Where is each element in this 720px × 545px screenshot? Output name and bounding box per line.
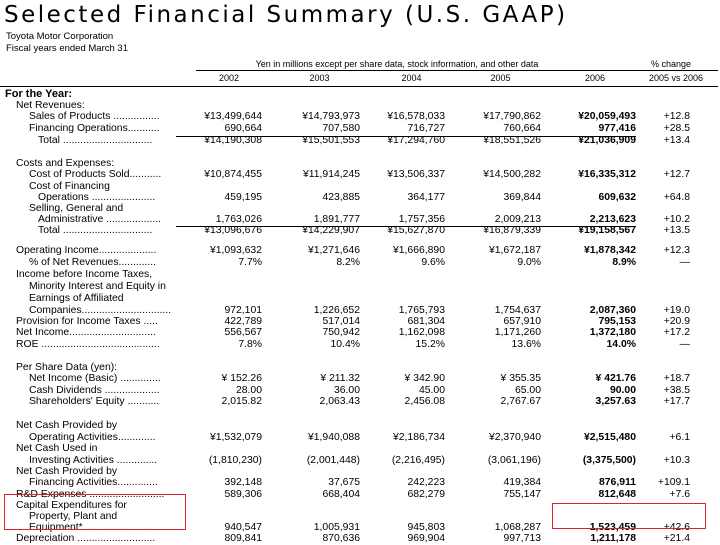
row-label: Administrative ................... bbox=[38, 214, 161, 225]
value-cell: 1,765,793 bbox=[398, 305, 445, 316]
value-cell: ¥14,229,907 bbox=[302, 225, 360, 236]
row-label: Financing Activities.............. bbox=[29, 477, 158, 488]
value-cell: 1,372,180 bbox=[589, 327, 636, 338]
value-cell: 609,632 bbox=[598, 192, 636, 203]
row-label: Capital Expenditures for bbox=[16, 500, 127, 511]
value-cell: ¥16,578,033 bbox=[387, 111, 445, 122]
value-cell: 8.9% bbox=[612, 257, 636, 268]
value-cell: 1,005,931 bbox=[313, 522, 360, 533]
value-cell: 1,757,356 bbox=[398, 214, 445, 225]
pct-change-cell: +42.6 bbox=[663, 522, 690, 533]
value-cell: 392,148 bbox=[224, 477, 262, 488]
value-cell: ¥16,879,339 bbox=[483, 225, 541, 236]
table-row bbox=[0, 293, 720, 305]
row-label: Net Cash Provided by bbox=[16, 420, 118, 431]
value-cell: 1,171,260 bbox=[494, 327, 541, 338]
value-cell: 517,014 bbox=[322, 316, 360, 327]
row-label: Net Cash Used in bbox=[16, 443, 98, 454]
value-cell: 977,416 bbox=[598, 123, 636, 134]
value-cell: 13.6% bbox=[511, 339, 541, 350]
value-cell: 2,015.82 bbox=[221, 396, 262, 407]
table-row bbox=[0, 327, 720, 339]
value-cell: ¥13,506,337 bbox=[387, 169, 445, 180]
units-note: Yen in millions except per share data, stock information, and other data bbox=[255, 59, 539, 69]
table-row bbox=[0, 111, 720, 123]
value-cell: 657,910 bbox=[503, 316, 541, 327]
value-cell: ¥2,186,734 bbox=[392, 432, 445, 443]
value-cell: 90.00 bbox=[609, 385, 636, 396]
value-cell: 1,226,652 bbox=[313, 305, 360, 316]
value-cell: 2,009,213 bbox=[494, 214, 541, 225]
value-cell: 750,942 bbox=[322, 327, 360, 338]
value-cell: ¥13,096,676 bbox=[204, 225, 262, 236]
row-label: Earnings of Affiliated bbox=[29, 293, 124, 304]
table-row bbox=[0, 477, 720, 489]
table-row bbox=[0, 443, 720, 455]
value-cell: 2,456.08 bbox=[404, 396, 445, 407]
value-cell: 242,223 bbox=[407, 477, 445, 488]
row-label: Investing Activities .............. bbox=[29, 455, 158, 466]
pct-change-cell: +38.5 bbox=[663, 385, 690, 396]
value-cell: 1,211,178 bbox=[590, 533, 636, 544]
value-cell: 876,911 bbox=[599, 477, 636, 488]
row-label: Net Income (Basic) .............. bbox=[29, 373, 161, 384]
value-cell: 940,547 bbox=[224, 522, 262, 533]
value-cell: 945,803 bbox=[407, 522, 445, 533]
pct-change-cell: +12.7 bbox=[663, 169, 690, 180]
value-cell: 1,754,637 bbox=[494, 305, 541, 316]
table-row bbox=[0, 123, 720, 135]
value-cell: ¥19,158,567 bbox=[578, 225, 636, 236]
pct-change-cell: +64.8 bbox=[663, 192, 690, 203]
year-header-2005: 2005 bbox=[490, 73, 511, 83]
value-cell: 760,664 bbox=[503, 123, 541, 134]
pct-change-cell: +109.1 bbox=[657, 477, 690, 488]
page-title: Selected Financial Summary (U.S. GAAP) bbox=[4, 2, 568, 28]
value-cell: ¥15,627,870 bbox=[387, 225, 445, 236]
row-label: Net Income.............................. bbox=[16, 327, 156, 338]
value-cell: 369,844 bbox=[503, 192, 541, 203]
pct-change-cell: +21.4 bbox=[663, 533, 690, 544]
highlight-box-capex-values bbox=[552, 503, 706, 529]
value-cell: ¥13,499,644 bbox=[204, 111, 262, 122]
value-cell: 972,101 bbox=[224, 305, 262, 316]
value-cell: ¥1,666,890 bbox=[392, 245, 445, 256]
pct-change-cell: +13.5 bbox=[663, 225, 690, 236]
value-cell: ¥21,036,909 bbox=[578, 135, 636, 146]
table-row bbox=[0, 169, 720, 181]
value-cell: 422,789 bbox=[224, 316, 262, 327]
value-cell: 589,306 bbox=[224, 489, 262, 500]
value-cell: 2,063.43 bbox=[319, 396, 360, 407]
row-label: Shareholders' Equity ........... bbox=[29, 396, 160, 407]
value-cell: ¥ 211.32 bbox=[320, 373, 360, 384]
row-label: Operating Income.................... bbox=[16, 245, 157, 256]
value-cell: 3,257.63 bbox=[595, 396, 636, 407]
table-row bbox=[0, 339, 720, 351]
value-cell: 809,841 bbox=[224, 533, 262, 544]
row-label: Total ............................... bbox=[38, 225, 153, 236]
pct-change-cell: +28.5 bbox=[663, 123, 690, 134]
row-label: % of Net Revenues............. bbox=[29, 257, 157, 268]
value-cell: 1,523,459 bbox=[589, 522, 636, 533]
row-label: Cash Dividends ................... bbox=[29, 385, 160, 396]
value-cell: 690,664 bbox=[224, 123, 262, 134]
row-label: Companies............................... bbox=[29, 305, 172, 316]
row-label: Operations ...................... bbox=[38, 192, 156, 203]
value-cell: ¥14,190,308 bbox=[204, 135, 262, 146]
value-cell: 364,177 bbox=[407, 192, 445, 203]
pct-change-cell: +17.7 bbox=[663, 396, 690, 407]
year-header-2003: 2003 bbox=[309, 73, 330, 83]
pct-change-cell: +17.2 bbox=[663, 327, 690, 338]
pct-change-cell: +6.1 bbox=[669, 432, 690, 443]
value-cell: ¥16,335,312 bbox=[578, 169, 636, 180]
row-label: Minority Interest and Equity in bbox=[29, 281, 166, 292]
pct-change-cell: +10.2 bbox=[663, 214, 690, 225]
value-cell: ¥14,793,973 bbox=[302, 111, 360, 122]
row-label: Cost of Financing bbox=[29, 181, 110, 192]
value-cell: 14.0% bbox=[606, 339, 636, 350]
table-row bbox=[0, 396, 720, 408]
value-cell: (3,061,196) bbox=[487, 455, 541, 466]
value-cell: ¥18,551,526 bbox=[483, 135, 541, 146]
year-header-2004: 2004 bbox=[401, 73, 422, 83]
header-rule bbox=[0, 86, 718, 87]
value-cell: 795,153 bbox=[598, 316, 636, 327]
value-cell: 8.2% bbox=[336, 257, 360, 268]
value-cell: 755,147 bbox=[503, 489, 541, 500]
row-label: Selling, General and bbox=[29, 203, 124, 214]
row-label: Net Cash Provided by bbox=[16, 466, 118, 477]
row-label: Equipment* ....................... bbox=[29, 522, 153, 533]
row-label: Depreciation ........................... bbox=[16, 533, 156, 544]
value-cell: 7.8% bbox=[238, 339, 262, 350]
value-cell: 707,580 bbox=[322, 123, 360, 134]
highlight-box-capex-label bbox=[4, 494, 186, 530]
value-cell: 812,648 bbox=[598, 489, 636, 500]
pct-change-cell: — bbox=[679, 257, 690, 268]
value-cell: 15.2% bbox=[415, 339, 445, 350]
row-label: Sales of Products ................ bbox=[29, 111, 160, 122]
value-cell: 10.4% bbox=[330, 339, 360, 350]
value-cell: ¥15,501,553 bbox=[302, 135, 360, 146]
value-cell: ¥2,370,940 bbox=[488, 432, 541, 443]
year-header-change: 2005 vs 2006 bbox=[648, 73, 704, 83]
table-row bbox=[0, 281, 720, 293]
value-cell: ¥10,874,455 bbox=[204, 169, 262, 180]
pct-change-cell: — bbox=[679, 339, 690, 350]
value-cell: 9.0% bbox=[517, 257, 541, 268]
pct-change-cell: +12.8 bbox=[663, 111, 690, 122]
value-cell: 1,891,777 bbox=[313, 214, 360, 225]
row-label: ROE ......................................... bbox=[16, 339, 160, 350]
value-cell: (2,216,495) bbox=[391, 455, 445, 466]
value-cell: 459,195 bbox=[224, 192, 262, 203]
row-label: Per Share Data (yen): bbox=[16, 362, 118, 373]
pct-change-cell: +19.0 bbox=[663, 305, 690, 316]
value-cell: ¥1,672,187 bbox=[488, 245, 541, 256]
value-cell: 28.00 bbox=[235, 385, 262, 396]
year-header-2002: 2002 bbox=[218, 73, 240, 83]
value-cell: ¥1,878,342 bbox=[583, 245, 636, 256]
value-cell: 9.6% bbox=[421, 257, 445, 268]
row-label: Provision for Income Taxes ..... bbox=[16, 316, 158, 327]
total-rule bbox=[176, 136, 636, 137]
row-label: Net Revenues: bbox=[16, 100, 85, 111]
value-cell: 7.7% bbox=[238, 257, 262, 268]
value-cell: ¥1,093,632 bbox=[209, 245, 262, 256]
value-cell: 45.00 bbox=[418, 385, 445, 396]
pct-change-cell: +18.7 bbox=[663, 373, 690, 384]
table-row bbox=[0, 533, 720, 545]
row-label: Income before Income Taxes, bbox=[16, 269, 153, 280]
row-label: Costs and Expenses: bbox=[16, 158, 115, 169]
table-row bbox=[0, 88, 720, 100]
total-rule bbox=[176, 226, 636, 227]
value-cell: 65.00 bbox=[514, 385, 541, 396]
value-cell: 668,404 bbox=[322, 489, 360, 500]
top-rule bbox=[196, 70, 718, 71]
year-header-2006: 2006 bbox=[584, 73, 606, 83]
value-cell: ¥1,532,079 bbox=[209, 432, 262, 443]
table-row bbox=[0, 257, 720, 269]
value-cell: (1,810,230) bbox=[208, 455, 262, 466]
value-cell: 2,767.67 bbox=[500, 396, 541, 407]
value-cell: 423,885 bbox=[322, 192, 360, 203]
value-cell: ¥17,790,862 bbox=[483, 111, 541, 122]
value-cell: ¥1,271,646 bbox=[307, 245, 360, 256]
pct-change-cell: +10.3 bbox=[663, 455, 690, 466]
row-label: Cost of Products Sold........... bbox=[29, 169, 162, 180]
value-cell: 37,675 bbox=[328, 477, 360, 488]
table-row bbox=[0, 373, 720, 385]
value-cell: (2,001,448) bbox=[306, 455, 360, 466]
value-cell: ¥ 152.26 bbox=[221, 373, 262, 384]
table-row bbox=[0, 269, 720, 281]
value-cell: ¥14,500,282 bbox=[483, 169, 541, 180]
row-label: Operating Activities............. bbox=[29, 432, 156, 443]
value-cell: 681,304 bbox=[407, 316, 445, 327]
value-cell: 2,087,360 bbox=[589, 305, 636, 316]
pct-change-cell: +13.4 bbox=[663, 135, 690, 146]
table-row bbox=[0, 420, 720, 432]
row-label: Property, Plant and bbox=[29, 511, 118, 522]
row-label: Financing Operations........... bbox=[29, 123, 160, 134]
value-cell: (3,375,500) bbox=[582, 455, 636, 466]
fiscal-note: Fiscal years ended March 31 bbox=[6, 43, 128, 54]
value-cell: 1,068,287 bbox=[494, 522, 541, 533]
pct-change-label: % change bbox=[650, 59, 692, 69]
value-cell: ¥2,515,480 bbox=[583, 432, 636, 443]
value-cell: 1,763,026 bbox=[215, 214, 262, 225]
value-cell: 419,384 bbox=[503, 477, 541, 488]
value-cell: ¥17,294,760 bbox=[387, 135, 445, 146]
value-cell: 969,904 bbox=[407, 533, 445, 544]
value-cell: 2,213,623 bbox=[589, 214, 636, 225]
row-label: Total ............................... bbox=[38, 135, 153, 146]
pct-change-cell: +12.3 bbox=[663, 245, 690, 256]
value-cell: ¥1,940,088 bbox=[307, 432, 360, 443]
value-cell: 1,162,098 bbox=[398, 327, 445, 338]
company-name: Toyota Motor Corporation bbox=[6, 31, 114, 42]
row-label: R&D Expenses .......................... bbox=[16, 489, 165, 500]
value-cell: ¥ 421.76 bbox=[595, 373, 636, 384]
value-cell: 556,567 bbox=[224, 327, 262, 338]
row-label: For the Year: bbox=[5, 88, 73, 100]
value-cell: ¥ 342.90 bbox=[404, 373, 445, 384]
pct-change-cell: +7.6 bbox=[669, 489, 690, 500]
value-cell: 682,279 bbox=[407, 489, 445, 500]
table-row bbox=[0, 245, 720, 257]
value-cell: 870,636 bbox=[322, 533, 360, 544]
value-cell: 716,727 bbox=[407, 123, 445, 134]
value-cell: ¥11,914,245 bbox=[302, 169, 360, 180]
value-cell: 997,713 bbox=[503, 533, 541, 544]
value-cell: ¥20,059,493 bbox=[578, 111, 636, 122]
value-cell: ¥ 355.35 bbox=[500, 373, 541, 384]
value-cell: 36.00 bbox=[333, 385, 360, 396]
pct-change-cell: +20.9 bbox=[663, 316, 690, 327]
